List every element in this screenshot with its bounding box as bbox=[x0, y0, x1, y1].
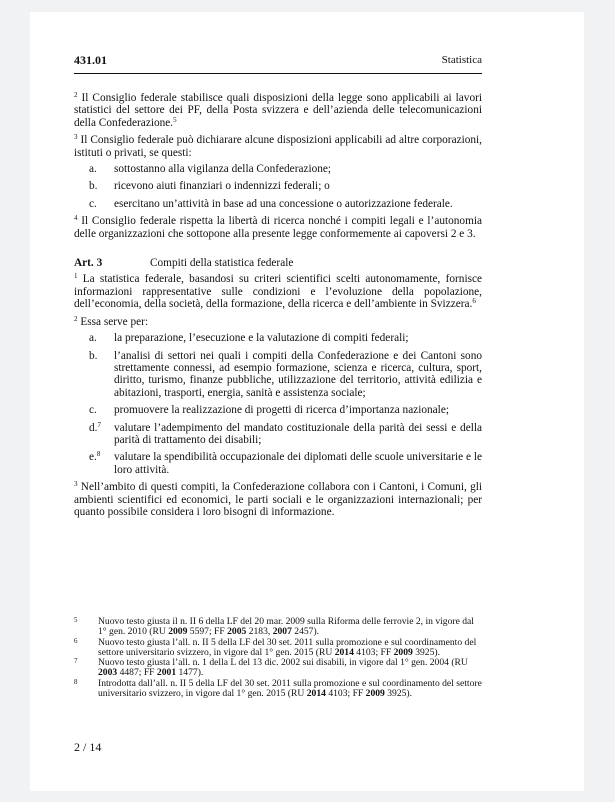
list-item bbox=[74, 404, 482, 416]
paragraph-number: 1 bbox=[74, 272, 78, 281]
list-marker: b. bbox=[89, 349, 98, 362]
list-marker: c. bbox=[89, 404, 97, 417]
paragraph-4 bbox=[74, 215, 482, 240]
list-item bbox=[74, 163, 482, 175]
footnote-ref[interactable]: 7 bbox=[97, 420, 101, 429]
list-text: ricevono aiuti finanziari o indennizzi federali; o bbox=[114, 180, 330, 193]
list-item bbox=[74, 451, 482, 476]
paragraph-text: Il Consiglio federale può dichiarare alcune disposizioni applicabili ad altre corporazioni, istituti o privati, se questi: bbox=[74, 134, 482, 159]
list-text: la preparazione, l’esecuzione e la valutazione di compiti federali; bbox=[114, 332, 409, 345]
footnote-ref[interactable]: 5 bbox=[173, 115, 177, 124]
list-item bbox=[74, 422, 482, 447]
list-text: valutare l’adempimento del mandato costituzionale della parità dei sessi e della parità di trattamento dei disabili; bbox=[114, 421, 482, 446]
list-marker: a. bbox=[89, 163, 97, 176]
list-text: sottostanno alla vigilanza della Confederazione; bbox=[114, 163, 332, 176]
paragraph-number: 2 bbox=[74, 91, 78, 99]
purposes-list bbox=[74, 332, 482, 476]
list-item bbox=[74, 332, 482, 344]
list-text: valutare la spendibilità occupazionale dei diplomati delle scuole universitarie e le loro attività. bbox=[114, 451, 482, 476]
list-marker: e.$^8$ bbox=[89, 450, 101, 464]
law-code: 431.01 bbox=[74, 53, 107, 67]
footnotes bbox=[74, 617, 482, 699]
conditions-list bbox=[74, 163, 482, 210]
list-item bbox=[74, 198, 482, 210]
paragraph-number: 3 bbox=[74, 480, 78, 489]
footnote-ref[interactable]: 6 bbox=[472, 297, 476, 306]
footnote bbox=[74, 617, 482, 638]
paragraph-number: 4 bbox=[74, 214, 78, 223]
list-text: esercitano un’attività in base ad una concessione o autorizzazione federale. bbox=[114, 197, 453, 210]
paragraph-2 bbox=[74, 92, 482, 129]
list-marker: c. bbox=[89, 197, 97, 210]
list-text: promuovere la realizzazione di progetti di ricerca d’importanza nazionale; bbox=[114, 404, 449, 417]
article-paragraph-3 bbox=[74, 481, 482, 518]
paragraph-number: 2 bbox=[74, 314, 78, 323]
document-page bbox=[30, 12, 584, 791]
list-item bbox=[74, 350, 482, 400]
list-marker: a. bbox=[89, 332, 97, 345]
paragraph-text: Nell’ambito di questi compiti, la Confederazione collabora con i Cantoni, i Comuni, gli ambienti scientifici ed economici, le parti sociali e le organizzazioni internazionali; per quanto possibile considera i loro bisogni di informazione. bbox=[74, 481, 482, 518]
article-number: Art. 3 bbox=[74, 257, 103, 270]
list-marker: b. bbox=[89, 180, 98, 193]
list-text: l’analisi di settori nei quali i compiti della Confederazione e dei Cantoni sono strettamente connessi, ad esempio formazione, scienza e ricerca, cultura, sport, diritto, turismo, finanze pubbliche, utilizzazione del territorio, attività edilizia e abitazioni, trasporti, energia, sanità e assistenza sociale; bbox=[114, 349, 482, 399]
paragraph-text: Essa serve per: bbox=[80, 315, 149, 328]
paragraph-number: 3 bbox=[74, 133, 78, 142]
footnote-number: 8 bbox=[74, 677, 78, 686]
article-title: Compiti della statistica federale bbox=[150, 257, 294, 270]
list-marker: d.$^7$ bbox=[89, 420, 101, 434]
footnote-number: 5 bbox=[74, 616, 78, 624]
footnote-text: Nuovo testo giusta il n. II 6 della LF del 20 mar. 2009 sulla Riforma delle ferrovie 2, in vigore dal 1° gen. 2010 (RU 2009 5597; FF 2005 2183, 2007 2457). bbox=[98, 616, 474, 638]
paragraph-text: La statistica federale, basandosi su criteri scientifici scelti autonomamente, fornisce informazioni rappresentative sulle condizioni e l’evoluzione della popolazione, dell’economia, della società, della formazione, della ricerca e dell’ambiente in Svizzera. bbox=[74, 273, 483, 311]
footnote-text: Nuovo testo giusta l’all. n. 1 della L del 13 dic. 2002 sui disabili, in vigore dal 1° gen. 2004 (RU 2003 4487; FF 2001 1477). bbox=[98, 657, 468, 679]
article-paragraph-2 bbox=[74, 316, 482, 328]
footnote bbox=[74, 679, 482, 700]
paragraph-text: Il Consiglio federale stabilisce quali disposizioni della legge sono applicabili ai lavori statistici del settore dei PF, della Posta svizzera e dell’azienda delle telecomunicazioni della Confederazione. bbox=[74, 92, 482, 129]
footnote-number: 6 bbox=[74, 636, 78, 645]
section-title: Statistica bbox=[441, 54, 482, 66]
paragraph-text: Il Consiglio federale rispetta la libertà di ricerca nonché i compiti legali e l’autonomia delle organizzazioni che sottopone alla presente legge conformemente ai capoversi 2 e 3. bbox=[74, 215, 483, 240]
article-heading bbox=[74, 257, 482, 269]
footnote-text: Introdotta dall’all. n. II 5 della LF del 30 set. 2011 sulla promozione e sul coordinamento del settore universitario svizzero, in vigore dal 1° gen. 2015 (RU 2014 4103; FF 2009 3925). bbox=[98, 677, 482, 700]
page-number: 2 / 14 bbox=[74, 740, 102, 754]
article-paragraph-1 bbox=[74, 273, 482, 310]
footnote-ref[interactable]: 8 bbox=[96, 450, 101, 459]
footnote bbox=[74, 658, 482, 679]
footnote-number: 7 bbox=[74, 657, 78, 666]
paragraph-3 bbox=[74, 134, 482, 159]
list-item bbox=[74, 180, 482, 192]
footnote-text: Nuovo testo giusta l’all. n. II 5 della LF del 30 set. 2011 sulla promozione e sul coordinamento del settore universitario svizzero, in vigore dal 1° gen. 2015 (RU 2014 4103; FF 2009 3925). bbox=[98, 636, 477, 658]
document-body bbox=[74, 92, 482, 523]
footnote bbox=[74, 638, 482, 659]
running-header bbox=[74, 53, 482, 74]
